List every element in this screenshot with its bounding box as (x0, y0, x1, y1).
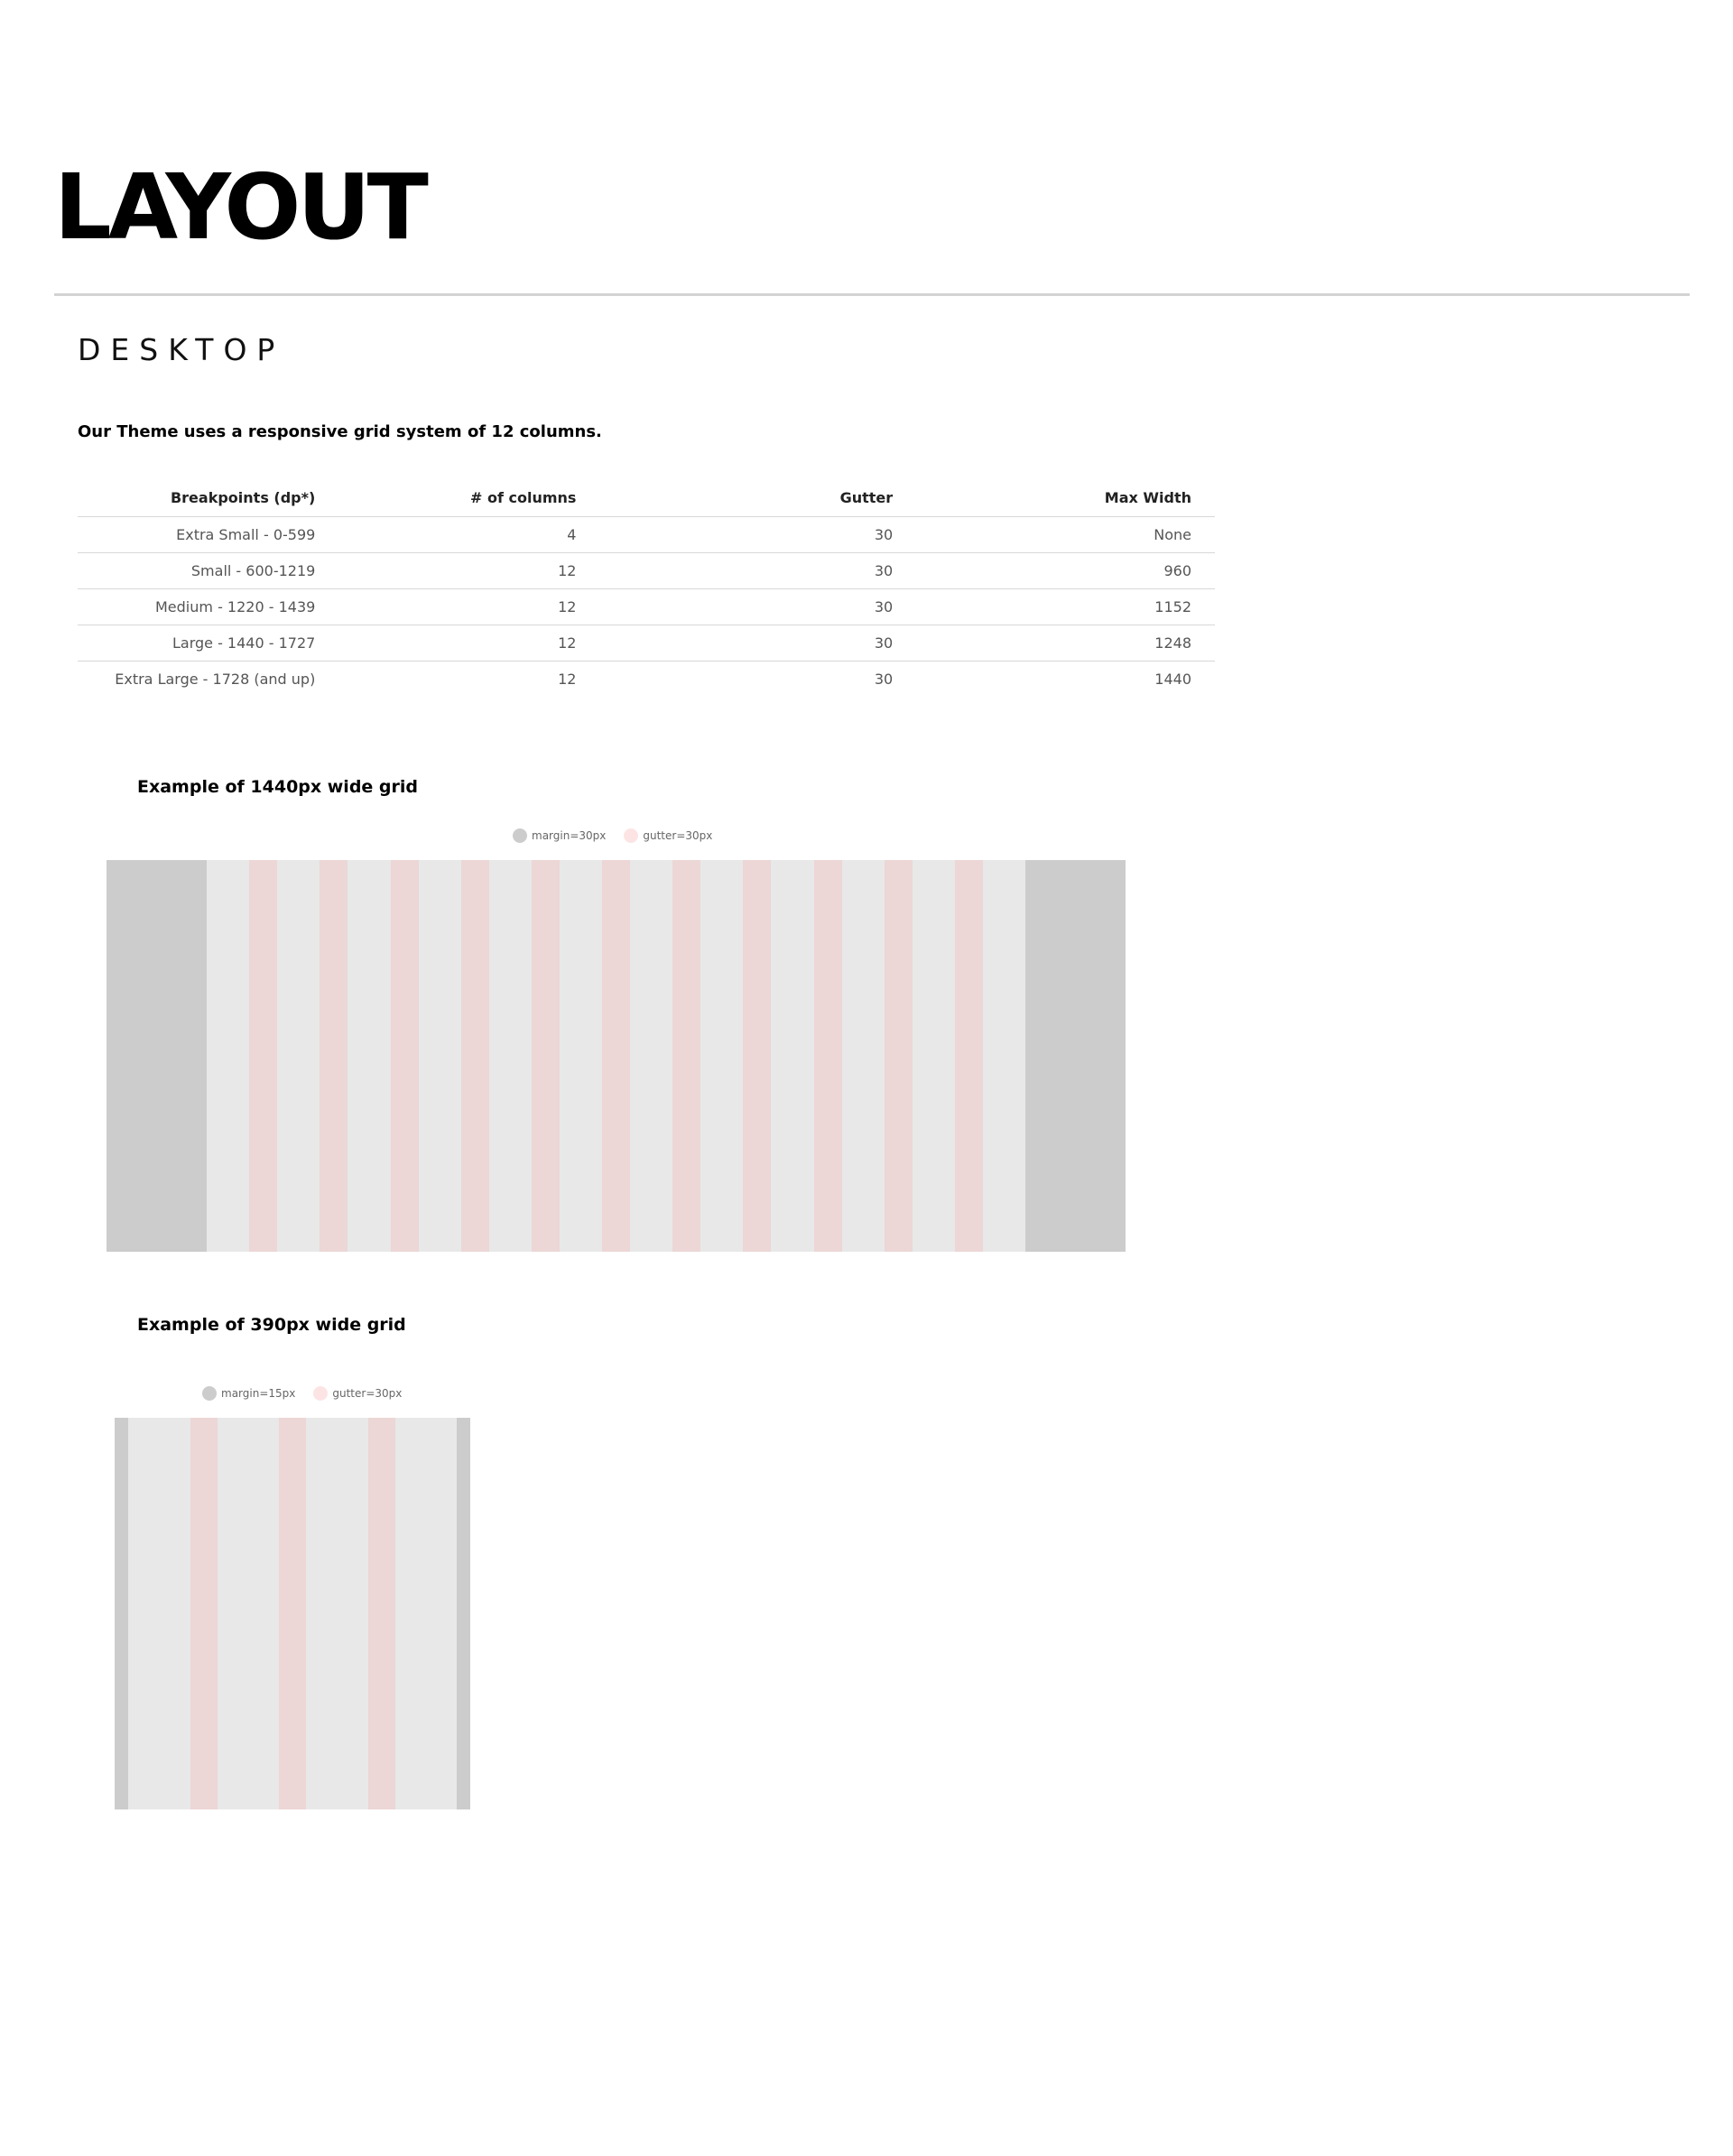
table-row (78, 517, 1215, 553)
legend-gutter-label: gutter=30px (332, 1387, 403, 1400)
legend-margin-dot-icon (202, 1386, 217, 1401)
grid-gutter (391, 860, 419, 1252)
grid-1440-diagram (107, 860, 1126, 1252)
cell-gutter: 30 (874, 671, 894, 688)
cell-columns: 4 (338, 517, 599, 553)
grid-column (842, 860, 885, 1252)
example-1440-title: Example of 1440px wide grid (137, 777, 419, 797)
cell-gutter: 30 (599, 517, 916, 553)
cell-gutter: 30 (599, 625, 916, 662)
cell-gutter: 30 (599, 589, 916, 625)
grid-column (419, 860, 461, 1252)
grid-column (306, 1418, 368, 1809)
header-max-width: Max Width (916, 478, 1215, 517)
cell-columns: 12 (338, 589, 599, 625)
legend-margin-dot-icon (513, 828, 527, 843)
grid-column (128, 1418, 190, 1809)
legend-margin (513, 828, 606, 843)
grid-column (207, 860, 249, 1252)
grid-1440-legend (513, 828, 730, 843)
cell-breakpoint: Extra Small - 0-599 (78, 517, 338, 553)
grid-column (983, 860, 1025, 1252)
grid-gutter (279, 1418, 306, 1809)
grid-gutter (368, 1418, 395, 1809)
grid-column (630, 860, 672, 1252)
legend-gutter-dot-icon (313, 1386, 328, 1401)
header-gutter: Gutter (599, 478, 916, 517)
section-title: DESKTOP (78, 332, 285, 367)
grid-column (913, 860, 955, 1252)
grid-gutter (461, 860, 489, 1252)
grid-gutter (743, 860, 771, 1252)
grid-gutter (602, 860, 630, 1252)
cell-breakpoint: Medium - 1220 - 1439 (78, 589, 338, 625)
legend-gutter (624, 828, 712, 843)
cell-breakpoint: Extra Large - 1728 (and up) (115, 671, 316, 688)
grid-margin (115, 1418, 128, 1809)
cell-columns: 12 (338, 625, 599, 662)
grid-column (218, 1418, 280, 1809)
title-divider (54, 293, 1690, 296)
grid-gutter (672, 860, 700, 1252)
page-title: LAYOUT (54, 154, 425, 260)
grid-margin (107, 860, 207, 1252)
table-header-row (78, 478, 1215, 517)
cell-max-width: 1440 (1154, 671, 1191, 688)
grid-margin (1025, 860, 1126, 1252)
cell-breakpoint: Large - 1440 - 1727 (78, 625, 338, 662)
grid-390-diagram (115, 1418, 470, 1809)
legend-gutter (313, 1386, 402, 1401)
legend-margin (202, 1386, 295, 1401)
header-breakpoints: Breakpoints (dp*) (78, 478, 338, 517)
header-columns: # of columns (338, 478, 599, 517)
legend-margin-label: margin=15px (221, 1387, 296, 1400)
cell-columns: 12 (558, 671, 577, 688)
cell-columns: 12 (338, 553, 599, 589)
legend-gutter-label: gutter=30px (643, 829, 713, 842)
grid-gutter (885, 860, 913, 1252)
intro-text: Our Theme uses a responsive grid system of 12 columns. (78, 422, 602, 441)
grid-column (395, 1418, 458, 1809)
grid-gutter (814, 860, 842, 1252)
grid-390-legend (202, 1386, 420, 1401)
grid-margin (457, 1418, 470, 1809)
breakpoints-table (78, 478, 1215, 697)
cell-max-width: 960 (916, 553, 1215, 589)
grid-column (771, 860, 813, 1252)
grid-gutter (249, 860, 277, 1252)
cell-gutter: 30 (599, 553, 916, 589)
grid-gutter (955, 860, 983, 1252)
table-row (78, 553, 1215, 589)
table-row (78, 589, 1215, 625)
example-390-title: Example of 390px wide grid (137, 1315, 406, 1335)
table-row (78, 625, 1215, 662)
grid-gutter (532, 860, 560, 1252)
cell-breakpoint: Small - 600-1219 (78, 553, 338, 589)
legend-gutter-dot-icon (624, 828, 638, 843)
grid-gutter (320, 860, 348, 1252)
cell-max-width: 1248 (916, 625, 1215, 662)
legend-margin-label: margin=30px (532, 829, 607, 842)
grid-column (277, 860, 320, 1252)
grid-column (348, 860, 390, 1252)
grid-column (489, 860, 532, 1252)
cell-max-width: 1152 (916, 589, 1215, 625)
grid-column (700, 860, 743, 1252)
table-row (78, 662, 1215, 698)
grid-gutter (190, 1418, 218, 1809)
cell-max-width: None (916, 517, 1215, 553)
grid-column (560, 860, 602, 1252)
